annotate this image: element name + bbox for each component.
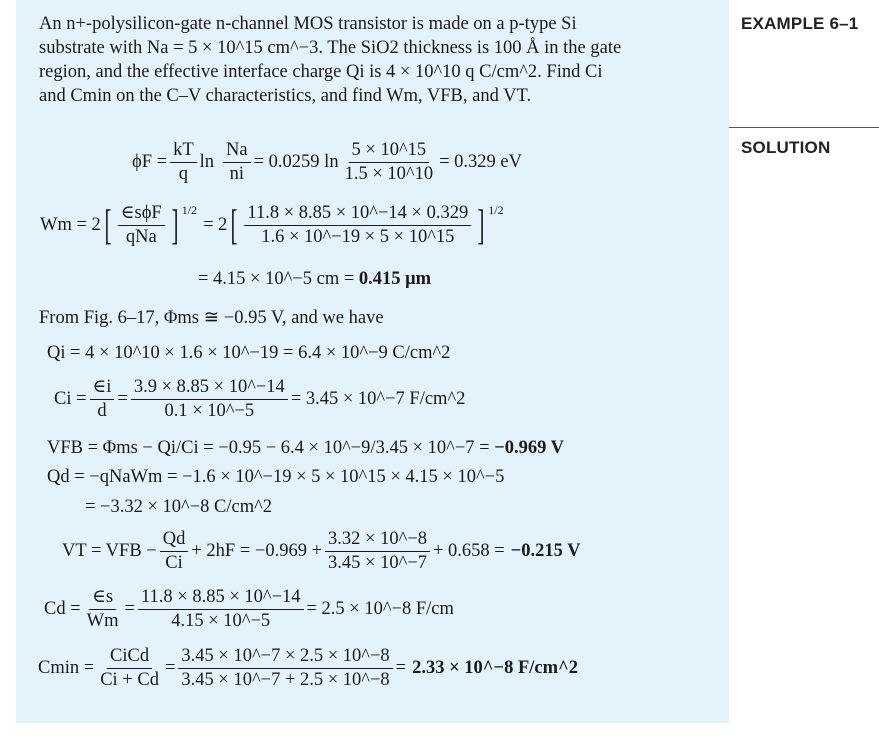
wm-result: = 4.15 × 10^−5 cm = 0.415 μm (198, 269, 432, 289)
cmin-numeric-fraction: $\frac{3.45 \times 10\^{}-7 \times 2.5 \times 10\^{}-8}{3.45 \times 10\^{}-7 + 2.5 \times 10\^{}-8}$ (178, 646, 392, 691)
vfb-equation: VFB = Φms − Qi/Ci = −0.95 − 6.4 × 10^−9/3.45 × 10^−7 = −0.969 V (47, 438, 565, 458)
vt-equation: VT = VFB − $\frac{Qd}{Ci}$ + 2hF = −0.969 + $\frac{3.32 \times 10\^{}-8}{3.45 \times 10\^{}-7}$ + 0.658 = −0.215 V (62, 529, 581, 573)
vt-numeric-fraction: $\frac{3.32 \times 10\^{}-8}{3.45 \times 10\^{}-7}$ (325, 529, 430, 574)
vfb-answer: −0.969 V (494, 438, 565, 458)
qd-over-ci: $\frac{Qd}{Ci}$ (160, 529, 189, 574)
problem-line-2: substrate with Na = 5 × 10^15 cm^−3. The SiO2 thickness is 100 Å in the gate (39, 38, 622, 58)
ci-result: = 3.45 × 10^−7 F/cm^2 (290, 389, 466, 409)
solution-label: SOLUTION (741, 138, 831, 157)
ci-equation: Ci = $\frac{\in i}{d}$ = $\frac{3.9 \times 8.85 \times 10\^{}-14}{0.1 \times 10\^{}-5}$ = 3.45 × 10^−7 F/cm^2 (54, 377, 466, 421)
wm-lhs: Wm = 2 (40, 215, 101, 235)
kt-over-q: $\frac{kT}{q}$ (170, 140, 197, 185)
margin-sidebar (729, 0, 879, 740)
fig-reference-text: From Fig. 6–17, Φms ≅ −0.95 V, and we have (39, 308, 384, 328)
cmin-answer: 2.33 × 10^−8 F/cm^2 (412, 658, 579, 678)
vt-answer: −0.215 V (510, 541, 581, 561)
ci-numeric-fraction: $\frac{3.9 \times 8.85 \times 10\^{}-14}{0.1 \times 10\^{}-5}$ (131, 377, 288, 422)
problem-statement (39, 12, 621, 108)
cd-result: = 2.5 × 10^−8 F/cm (306, 599, 454, 619)
problem-line-4: and Cmin on the C–V characteristics, and find Wm, VFB, and VT. (39, 86, 532, 106)
qi-equation: Qi = 4 × 10^10 × 1.6 × 10^−19 = 6.4 × 10^−9 C/cm^2 (47, 343, 451, 363)
cmin-equation: Cmin = $\frac{\text{CiCd}}{Ci + Cd}$ = $\frac{3.45 \times 10\^{}-7 \times 2.5 \times 10\^{}-8}{3.45 \times 10\^{}-7 + 2.5 \times 10\^{}-8}$ = 2.33 × 10^−8 F/cm^2 (38, 646, 579, 690)
wm-eq: = 2 (203, 215, 228, 235)
cicd-over-sum: $\frac{\text{CiCd}}{Ci + Cd}$ (100, 646, 159, 690)
qd-equation-line-2: = −3.32 × 10^−8 C/cm^2 (85, 497, 273, 517)
cd-equation: Cd = $\frac{\in s}{Wm}$ = $\frac{11.8 \times 8.85 \times 10\^{}-14}{4.15 \times 10\^{}-5}$ = 2.5 × 10^−8 F/cm (44, 587, 454, 631)
phi-f-mid: = 0.0259 ln (253, 152, 339, 172)
phi-f-result: = 0.329 eV (439, 152, 522, 172)
wm-numeric-fraction: $\frac{11.8 \times 8.85 \times 10\^{}-14 \times 0.329}{1.6 \times 10\^{}-19 \times 5 \times 10\^{}15}$ (244, 203, 471, 248)
example-label: EXAMPLE 6–1 (741, 14, 859, 33)
wm-equation: Wm = 2 [ $\frac{\text{∈sϕF}}{\text{qNa}}$ ] $^{1/2}$ = 2 [ $\frac{11.8 \times 8.85 \times 10\^{}-14 \times 0.329}{1.6 \times 10\^{}-19 \times 5 \times 10\^{}15}$ ] $^{1/2}$ (40, 202, 504, 249)
solution-rule (729, 127, 879, 128)
phi-f-equation (132, 140, 522, 185)
es-over-wm: $\frac{\in s}{Wm}$ (86, 587, 119, 631)
qd-equation-line-1: Qd = −qNaWm = −1.6 × 10^−19 × 5 × 10^15 × 4.15 × 10^−5 (47, 467, 505, 487)
problem-line-1: An n+-polysilicon-gate n-channel MOS transistor is made on a p-type Si (39, 14, 577, 34)
ei-over-d: $\frac{\in i}{d}$ (90, 377, 115, 422)
ln-symbol: ln (199, 152, 215, 172)
wm-symbolic-fraction: $\frac{\text{∈sϕF}}{\text{qNa}}$ (118, 203, 165, 248)
doping-ratio: $\frac{5 \times 10\^{}15}{1.5 \times 10\^{}10}$ (344, 140, 434, 184)
cd-numeric-fraction: $\frac{11.8 \times 8.85 \times 10\^{}-14}{4.15 \times 10\^{}-5}$ (138, 587, 304, 632)
problem-line-3: region, and the effective interface charge Qi is 4 × 10^10 q C/cm^2. Find Ci (39, 62, 603, 82)
phi-f-lhs: ϕF = (132, 152, 168, 172)
wm-answer: 0.415 μm (358, 269, 432, 289)
na-over-ni: $\frac{Na}{ni}$ (223, 140, 251, 185)
